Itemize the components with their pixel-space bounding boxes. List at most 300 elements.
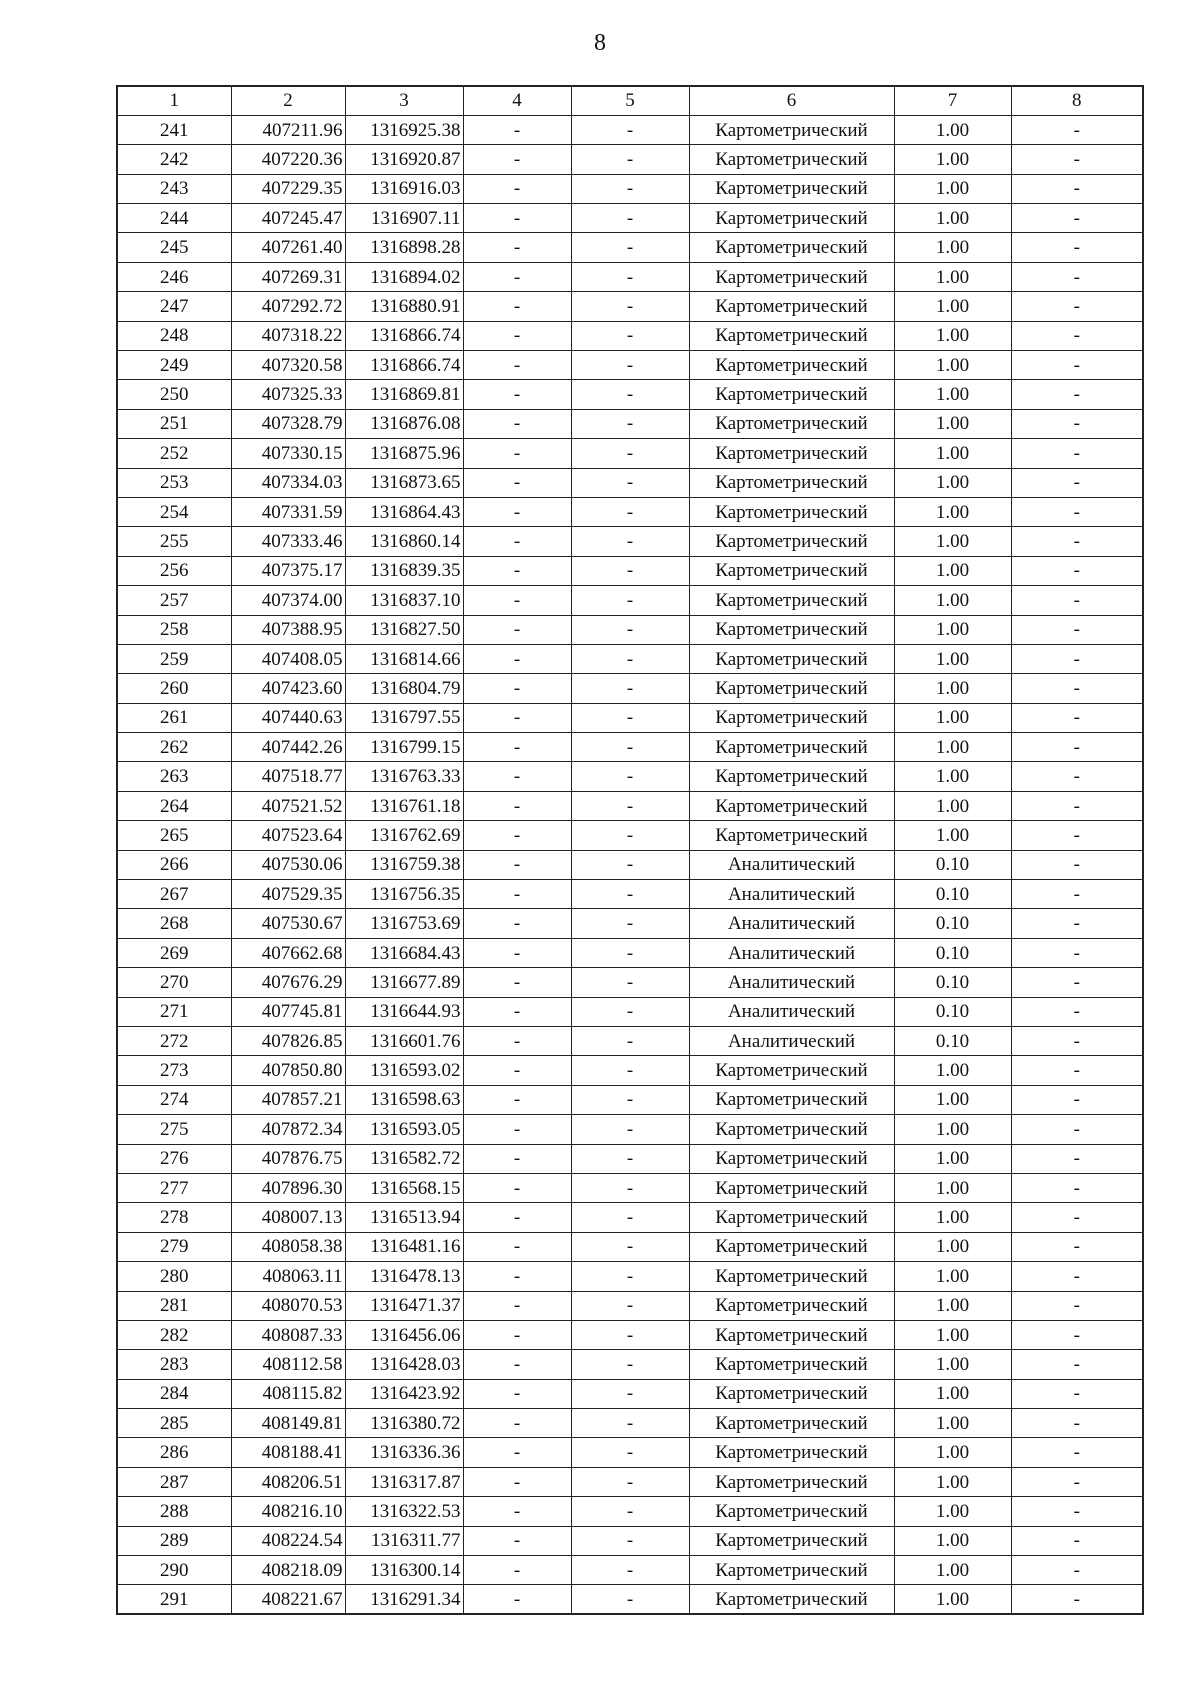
col4-cell: -: [463, 762, 571, 791]
y-coordinate-cell: 1316827.50: [345, 615, 463, 644]
accuracy-cell: 1.00: [894, 380, 1011, 409]
method-cell: Картометрический: [689, 1585, 894, 1614]
point-number-cell: 279: [117, 1232, 231, 1261]
col8-cell: -: [1011, 1497, 1143, 1526]
accuracy-cell: 1.00: [894, 821, 1011, 850]
col8-cell: -: [1011, 1585, 1143, 1614]
y-coordinate-cell: 1316873.65: [345, 468, 463, 497]
accuracy-cell: 1.00: [894, 1350, 1011, 1379]
accuracy-cell: 1.00: [894, 351, 1011, 380]
col8-cell: -: [1011, 1173, 1143, 1202]
x-coordinate-cell: 407530.67: [231, 909, 345, 938]
point-number-cell: 246: [117, 262, 231, 291]
col4-cell: -: [463, 1262, 571, 1291]
table-row: [117, 909, 1143, 938]
col4-cell: -: [463, 733, 571, 762]
y-coordinate-cell: 1316756.35: [345, 880, 463, 909]
x-coordinate-cell: 407269.31: [231, 262, 345, 291]
x-coordinate-cell: 407423.60: [231, 674, 345, 703]
column-header: 2: [231, 86, 345, 115]
col8-cell: -: [1011, 938, 1143, 967]
col4-cell: -: [463, 821, 571, 850]
col5-cell: -: [571, 468, 689, 497]
y-coordinate-cell: 1316875.96: [345, 439, 463, 468]
x-coordinate-cell: 407325.33: [231, 380, 345, 409]
accuracy-cell: 0.10: [894, 938, 1011, 967]
coordinates-table: [116, 85, 1144, 1615]
accuracy-cell: 1.00: [894, 1497, 1011, 1526]
method-cell: Картометрический: [689, 1056, 894, 1085]
col5-cell: -: [571, 439, 689, 468]
table-row: [117, 1173, 1143, 1202]
col4-cell: -: [463, 909, 571, 938]
col4-cell: -: [463, 204, 571, 233]
method-cell: Картометрический: [689, 174, 894, 203]
y-coordinate-cell: 1316336.36: [345, 1438, 463, 1467]
method-cell: Картометрический: [689, 1115, 894, 1144]
point-number-cell: 251: [117, 409, 231, 438]
y-coordinate-cell: 1316761.18: [345, 791, 463, 820]
col8-cell: -: [1011, 174, 1143, 203]
table-row: [117, 292, 1143, 321]
table-row: [117, 527, 1143, 556]
x-coordinate-cell: 407518.77: [231, 762, 345, 791]
accuracy-cell: 1.00: [894, 1556, 1011, 1585]
method-cell: Картометрический: [689, 821, 894, 850]
point-number-cell: 289: [117, 1526, 231, 1555]
point-number-cell: 245: [117, 233, 231, 262]
method-cell: Картометрический: [689, 1556, 894, 1585]
col8-cell: -: [1011, 1556, 1143, 1585]
point-number-cell: 241: [117, 115, 231, 144]
y-coordinate-cell: 1316601.76: [345, 1027, 463, 1056]
method-cell: Картометрический: [689, 1291, 894, 1320]
column-header: 6: [689, 86, 894, 115]
accuracy-cell: 1.00: [894, 1085, 1011, 1114]
col8-cell: -: [1011, 1144, 1143, 1173]
col4-cell: -: [463, 1115, 571, 1144]
table-row: [117, 439, 1143, 468]
point-number-cell: 247: [117, 292, 231, 321]
point-number-cell: 269: [117, 938, 231, 967]
col8-cell: -: [1011, 1526, 1143, 1555]
method-cell: Картометрический: [689, 527, 894, 556]
method-cell: Картометрический: [689, 145, 894, 174]
method-cell: Картометрический: [689, 292, 894, 321]
method-cell: Картометрический: [689, 439, 894, 468]
y-coordinate-cell: 1316753.69: [345, 909, 463, 938]
x-coordinate-cell: 407872.34: [231, 1115, 345, 1144]
table-row: [117, 233, 1143, 262]
y-coordinate-cell: 1316593.05: [345, 1115, 463, 1144]
col5-cell: -: [571, 1056, 689, 1085]
col5-cell: -: [571, 968, 689, 997]
col5-cell: -: [571, 821, 689, 850]
accuracy-cell: 1.00: [894, 586, 1011, 615]
table-row: [117, 204, 1143, 233]
accuracy-cell: 1.00: [894, 1409, 1011, 1438]
table-row: [117, 762, 1143, 791]
accuracy-cell: 1.00: [894, 262, 1011, 291]
table-row: [117, 703, 1143, 732]
col8-cell: -: [1011, 1409, 1143, 1438]
method-cell: Картометрический: [689, 233, 894, 262]
col5-cell: -: [571, 1320, 689, 1349]
col4-cell: -: [463, 938, 571, 967]
x-coordinate-cell: 407440.63: [231, 703, 345, 732]
table-row: [117, 174, 1143, 203]
col4-cell: -: [463, 997, 571, 1026]
method-cell: Картометрический: [689, 351, 894, 380]
col8-cell: -: [1011, 909, 1143, 938]
point-number-cell: 254: [117, 497, 231, 526]
col5-cell: -: [571, 1144, 689, 1173]
table-row: [117, 674, 1143, 703]
col5-cell: -: [571, 204, 689, 233]
col8-cell: -: [1011, 1203, 1143, 1232]
x-coordinate-cell: 407408.05: [231, 644, 345, 673]
col4-cell: -: [463, 1526, 571, 1555]
col8-cell: -: [1011, 1262, 1143, 1291]
y-coordinate-cell: 1316291.34: [345, 1585, 463, 1614]
col8-cell: -: [1011, 968, 1143, 997]
table-row: [117, 968, 1143, 997]
point-number-cell: 253: [117, 468, 231, 497]
method-cell: Картометрический: [689, 1467, 894, 1496]
accuracy-cell: 1.00: [894, 1467, 1011, 1496]
col4-cell: -: [463, 351, 571, 380]
column-header: 5: [571, 86, 689, 115]
col8-cell: -: [1011, 1085, 1143, 1114]
col8-cell: -: [1011, 1350, 1143, 1379]
x-coordinate-cell: 407211.96: [231, 115, 345, 144]
y-coordinate-cell: 1316644.93: [345, 997, 463, 1026]
accuracy-cell: 1.00: [894, 1438, 1011, 1467]
col8-cell: -: [1011, 468, 1143, 497]
method-cell: Картометрический: [689, 1350, 894, 1379]
point-number-cell: 252: [117, 439, 231, 468]
x-coordinate-cell: 408087.33: [231, 1320, 345, 1349]
x-coordinate-cell: 407876.75: [231, 1144, 345, 1173]
table-row: [117, 1320, 1143, 1349]
accuracy-cell: 1.00: [894, 145, 1011, 174]
method-cell: Картометрический: [689, 674, 894, 703]
table-row: [117, 115, 1143, 144]
point-number-cell: 258: [117, 615, 231, 644]
y-coordinate-cell: 1316311.77: [345, 1526, 463, 1555]
col8-cell: -: [1011, 1115, 1143, 1144]
col8-cell: -: [1011, 644, 1143, 673]
x-coordinate-cell: 408007.13: [231, 1203, 345, 1232]
col8-cell: -: [1011, 115, 1143, 144]
accuracy-cell: 0.10: [894, 997, 1011, 1026]
method-cell: Картометрический: [689, 1085, 894, 1114]
col5-cell: -: [571, 791, 689, 820]
table-body: [117, 115, 1143, 1614]
accuracy-cell: 1.00: [894, 439, 1011, 468]
col4-cell: -: [463, 1056, 571, 1085]
x-coordinate-cell: 407328.79: [231, 409, 345, 438]
col8-cell: -: [1011, 850, 1143, 879]
col5-cell: -: [571, 997, 689, 1026]
col4-cell: -: [463, 1085, 571, 1114]
table-row: [117, 497, 1143, 526]
col4-cell: -: [463, 1585, 571, 1614]
table-row: [117, 321, 1143, 350]
column-header: 1: [117, 86, 231, 115]
col8-cell: -: [1011, 703, 1143, 732]
table-row: [117, 1438, 1143, 1467]
x-coordinate-cell: 407229.35: [231, 174, 345, 203]
x-coordinate-cell: 407896.30: [231, 1173, 345, 1202]
accuracy-cell: 1.00: [894, 204, 1011, 233]
x-coordinate-cell: 407220.36: [231, 145, 345, 174]
table-row: [117, 1526, 1143, 1555]
y-coordinate-cell: 1316916.03: [345, 174, 463, 203]
col8-cell: -: [1011, 997, 1143, 1026]
col8-cell: -: [1011, 439, 1143, 468]
point-number-cell: 284: [117, 1379, 231, 1408]
col4-cell: -: [463, 703, 571, 732]
x-coordinate-cell: 407334.03: [231, 468, 345, 497]
y-coordinate-cell: 1316797.55: [345, 703, 463, 732]
col5-cell: -: [571, 497, 689, 526]
y-coordinate-cell: 1316876.08: [345, 409, 463, 438]
col5-cell: -: [571, 145, 689, 174]
col4-cell: -: [463, 615, 571, 644]
col5-cell: -: [571, 1085, 689, 1114]
point-number-cell: 276: [117, 1144, 231, 1173]
method-cell: Картометрический: [689, 703, 894, 732]
col5-cell: -: [571, 174, 689, 203]
point-number-cell: 265: [117, 821, 231, 850]
table-row: [117, 791, 1143, 820]
col5-cell: -: [571, 1497, 689, 1526]
col8-cell: -: [1011, 674, 1143, 703]
col8-cell: -: [1011, 1027, 1143, 1056]
table-row: [117, 145, 1143, 174]
x-coordinate-cell: 407333.46: [231, 527, 345, 556]
accuracy-cell: 1.00: [894, 644, 1011, 673]
col8-cell: -: [1011, 409, 1143, 438]
table-row: [117, 1467, 1143, 1496]
method-cell: Картометрический: [689, 1379, 894, 1408]
point-number-cell: 291: [117, 1585, 231, 1614]
y-coordinate-cell: 1316598.63: [345, 1085, 463, 1114]
col8-cell: -: [1011, 262, 1143, 291]
accuracy-cell: 1.00: [894, 556, 1011, 585]
table-row: [117, 1350, 1143, 1379]
col4-cell: -: [463, 233, 571, 262]
col5-cell: -: [571, 850, 689, 879]
method-cell: Аналитический: [689, 938, 894, 967]
col5-cell: -: [571, 615, 689, 644]
col8-cell: -: [1011, 733, 1143, 762]
col8-cell: -: [1011, 586, 1143, 615]
col5-cell: -: [571, 1291, 689, 1320]
point-number-cell: 249: [117, 351, 231, 380]
x-coordinate-cell: 407261.40: [231, 233, 345, 262]
col4-cell: -: [463, 409, 571, 438]
table-row: [117, 1409, 1143, 1438]
accuracy-cell: 1.00: [894, 321, 1011, 350]
x-coordinate-cell: 407375.17: [231, 556, 345, 585]
accuracy-cell: 0.10: [894, 909, 1011, 938]
accuracy-cell: 1.00: [894, 1585, 1011, 1614]
table-row: [117, 1497, 1143, 1526]
method-cell: Аналитический: [689, 909, 894, 938]
y-coordinate-cell: 1316513.94: [345, 1203, 463, 1232]
table-row: [117, 1556, 1143, 1585]
x-coordinate-cell: 407292.72: [231, 292, 345, 321]
col8-cell: -: [1011, 791, 1143, 820]
col4-cell: -: [463, 1409, 571, 1438]
x-coordinate-cell: 407529.35: [231, 880, 345, 909]
accuracy-cell: 1.00: [894, 1232, 1011, 1261]
method-cell: Картометрический: [689, 1497, 894, 1526]
col4-cell: -: [463, 292, 571, 321]
col5-cell: -: [571, 909, 689, 938]
y-coordinate-cell: 1316839.35: [345, 556, 463, 585]
method-cell: Картометрический: [689, 321, 894, 350]
col5-cell: -: [571, 292, 689, 321]
x-coordinate-cell: 408149.81: [231, 1409, 345, 1438]
table-row: [117, 1203, 1143, 1232]
col4-cell: -: [463, 1320, 571, 1349]
y-coordinate-cell: 1316428.03: [345, 1350, 463, 1379]
y-coordinate-cell: 1316677.89: [345, 968, 463, 997]
col4-cell: -: [463, 439, 571, 468]
accuracy-cell: 1.00: [894, 1144, 1011, 1173]
table-row: [117, 644, 1143, 673]
x-coordinate-cell: 408216.10: [231, 1497, 345, 1526]
point-number-cell: 278: [117, 1203, 231, 1232]
page-number: 8: [594, 30, 606, 56]
method-cell: Картометрический: [689, 1320, 894, 1349]
point-number-cell: 257: [117, 586, 231, 615]
accuracy-cell: 1.00: [894, 1320, 1011, 1349]
point-number-cell: 250: [117, 380, 231, 409]
accuracy-cell: 1.00: [894, 1291, 1011, 1320]
method-cell: Картометрический: [689, 1262, 894, 1291]
y-coordinate-cell: 1316456.06: [345, 1320, 463, 1349]
col5-cell: -: [571, 1350, 689, 1379]
col4-cell: -: [463, 644, 571, 673]
col4-cell: -: [463, 468, 571, 497]
col8-cell: -: [1011, 380, 1143, 409]
col5-cell: -: [571, 1409, 689, 1438]
table-row: [117, 821, 1143, 850]
x-coordinate-cell: 408224.54: [231, 1526, 345, 1555]
table-row: [117, 997, 1143, 1026]
y-coordinate-cell: 1316814.66: [345, 644, 463, 673]
column-header: 3: [345, 86, 463, 115]
col5-cell: -: [571, 1556, 689, 1585]
x-coordinate-cell: 407850.80: [231, 1056, 345, 1085]
method-cell: Аналитический: [689, 850, 894, 879]
point-number-cell: 261: [117, 703, 231, 732]
accuracy-cell: 1.00: [894, 674, 1011, 703]
x-coordinate-cell: 407523.64: [231, 821, 345, 850]
point-number-cell: 275: [117, 1115, 231, 1144]
col4-cell: -: [463, 1027, 571, 1056]
y-coordinate-cell: 1316866.74: [345, 321, 463, 350]
x-coordinate-cell: 407530.06: [231, 850, 345, 879]
y-coordinate-cell: 1316593.02: [345, 1056, 463, 1085]
col5-cell: -: [571, 1262, 689, 1291]
accuracy-cell: 1.00: [894, 292, 1011, 321]
col5-cell: -: [571, 733, 689, 762]
table-row: [117, 262, 1143, 291]
point-number-cell: 285: [117, 1409, 231, 1438]
method-cell: Картометрический: [689, 262, 894, 291]
col8-cell: -: [1011, 762, 1143, 791]
x-coordinate-cell: 408188.41: [231, 1438, 345, 1467]
point-number-cell: 259: [117, 644, 231, 673]
col4-cell: -: [463, 145, 571, 174]
col8-cell: -: [1011, 321, 1143, 350]
col8-cell: -: [1011, 1232, 1143, 1261]
y-coordinate-cell: 1316880.91: [345, 292, 463, 321]
col8-cell: -: [1011, 1056, 1143, 1085]
accuracy-cell: 1.00: [894, 1173, 1011, 1202]
y-coordinate-cell: 1316582.72: [345, 1144, 463, 1173]
y-coordinate-cell: 1316898.28: [345, 233, 463, 262]
point-number-cell: 283: [117, 1350, 231, 1379]
col5-cell: -: [571, 380, 689, 409]
method-cell: Аналитический: [689, 968, 894, 997]
y-coordinate-cell: 1316471.37: [345, 1291, 463, 1320]
col4-cell: -: [463, 321, 571, 350]
method-cell: Картометрический: [689, 115, 894, 144]
accuracy-cell: 1.00: [894, 527, 1011, 556]
x-coordinate-cell: 408221.67: [231, 1585, 345, 1614]
x-coordinate-cell: 407331.59: [231, 497, 345, 526]
x-coordinate-cell: 408206.51: [231, 1467, 345, 1496]
method-cell: Картометрический: [689, 497, 894, 526]
y-coordinate-cell: 1316322.53: [345, 1497, 463, 1526]
x-coordinate-cell: 407826.85: [231, 1027, 345, 1056]
col4-cell: -: [463, 586, 571, 615]
accuracy-cell: 0.10: [894, 968, 1011, 997]
table-row: [117, 380, 1143, 409]
col4-cell: -: [463, 1467, 571, 1496]
col4-cell: -: [463, 1144, 571, 1173]
point-number-cell: 272: [117, 1027, 231, 1056]
method-cell: Картометрический: [689, 733, 894, 762]
table-row: [117, 938, 1143, 967]
col5-cell: -: [571, 262, 689, 291]
x-coordinate-cell: 407320.58: [231, 351, 345, 380]
point-number-cell: 282: [117, 1320, 231, 1349]
table-row: [117, 351, 1143, 380]
method-cell: Аналитический: [689, 880, 894, 909]
x-coordinate-cell: 408112.58: [231, 1350, 345, 1379]
accuracy-cell: 1.00: [894, 233, 1011, 262]
table-row: [117, 880, 1143, 909]
accuracy-cell: 0.10: [894, 880, 1011, 909]
method-cell: Картометрический: [689, 1173, 894, 1202]
method-cell: Аналитический: [689, 1027, 894, 1056]
col5-cell: -: [571, 1027, 689, 1056]
y-coordinate-cell: 1316860.14: [345, 527, 463, 556]
accuracy-cell: 1.00: [894, 1203, 1011, 1232]
table-row: [117, 1379, 1143, 1408]
col8-cell: -: [1011, 1291, 1143, 1320]
point-number-cell: 264: [117, 791, 231, 820]
col5-cell: -: [571, 1232, 689, 1261]
col5-cell: -: [571, 1438, 689, 1467]
